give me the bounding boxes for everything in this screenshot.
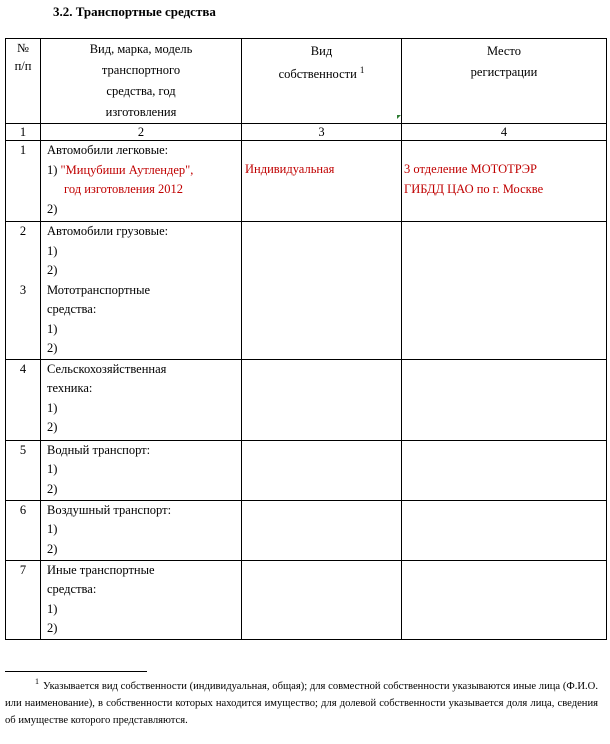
category-title: средства: bbox=[47, 302, 97, 316]
table-row bbox=[6, 141, 607, 222]
category-title: Мототранспортные bbox=[47, 282, 151, 297]
list-item: 2) bbox=[47, 341, 58, 355]
header-number bbox=[6, 39, 41, 124]
header-vehicle-type bbox=[41, 39, 242, 124]
column-numbers-row bbox=[6, 124, 607, 141]
row-number: 6 bbox=[6, 500, 41, 560]
header-vehicle-line: изготовления bbox=[105, 105, 177, 119]
column-number: 4 bbox=[402, 124, 607, 141]
column-number: 2 bbox=[41, 124, 242, 141]
category-title: Иные транспортные bbox=[47, 562, 155, 577]
header-number-line: п/п bbox=[14, 59, 32, 73]
category-title: Сельскохозяйственная bbox=[47, 361, 167, 376]
category-title: Водный транспорт: bbox=[47, 442, 151, 457]
list-item: 1) bbox=[47, 400, 58, 415]
table-header-row bbox=[6, 39, 607, 124]
footnote-number: 1 bbox=[35, 677, 39, 687]
list-item: 2) bbox=[47, 481, 58, 496]
row-number: 3 bbox=[19, 282, 27, 297]
ownership-cell bbox=[242, 440, 402, 500]
footnote-divider bbox=[5, 671, 147, 672]
vehicle-cell bbox=[41, 359, 242, 440]
category-title: Автомобили легковые: bbox=[47, 143, 169, 157]
list-item bbox=[47, 161, 241, 181]
list-item: 2) bbox=[47, 621, 58, 635]
list-item: 2) bbox=[47, 541, 58, 556]
registration-value: ГИБДД ЦАО по г. Москве bbox=[404, 181, 544, 196]
header-ownership-line: Вид bbox=[310, 44, 333, 58]
category-title: Воздушный транспорт: bbox=[47, 502, 172, 517]
registration-cell bbox=[402, 141, 607, 222]
list-item: 2) bbox=[47, 201, 58, 216]
footnote bbox=[5, 678, 598, 729]
header-vehicle-line: Вид, марка, модель bbox=[89, 42, 193, 56]
ownership-cell bbox=[242, 359, 402, 440]
header-vehicle-line: средства, год bbox=[106, 84, 176, 98]
row-number: 7 bbox=[6, 560, 41, 639]
ownership-cell bbox=[242, 500, 402, 560]
registration-cell bbox=[402, 500, 607, 560]
header-registration-line: регистрации bbox=[470, 65, 538, 79]
registration-value: 3 отделение МОТОТРЭР bbox=[404, 162, 537, 176]
table-row bbox=[6, 440, 607, 500]
registration-cell bbox=[402, 359, 607, 440]
row-number: 2 bbox=[19, 224, 27, 238]
vehicle-cell bbox=[41, 500, 242, 560]
registration-cell bbox=[402, 440, 607, 500]
header-ownership-line: собственности bbox=[278, 67, 357, 81]
section-title: 3.2. Транспортные средства bbox=[53, 4, 216, 19]
ownership-cell bbox=[242, 560, 402, 639]
list-item: 1) bbox=[47, 321, 58, 336]
header-registration-line: Место bbox=[487, 44, 521, 58]
vehicles-table bbox=[5, 38, 607, 640]
table-row bbox=[6, 500, 607, 560]
list-item: 1) bbox=[47, 462, 58, 476]
column-number: 3 bbox=[242, 124, 402, 141]
list-item: 1) bbox=[47, 601, 58, 616]
registration-cell bbox=[402, 560, 607, 639]
header-number-line: № bbox=[17, 41, 29, 55]
footnote-ref: 1 bbox=[359, 64, 365, 75]
row-number: 4 bbox=[6, 359, 41, 440]
vehicle-cell bbox=[41, 222, 242, 360]
ownership-cell bbox=[242, 141, 402, 222]
table-row bbox=[6, 560, 607, 639]
header-vehicle-line: транспортного bbox=[101, 63, 181, 77]
list-item: 1) bbox=[47, 243, 58, 258]
header-ownership bbox=[242, 39, 402, 124]
category-title: средства: bbox=[47, 582, 97, 596]
vehicle-year: год изготовления 2012 bbox=[64, 182, 184, 196]
table-row bbox=[6, 222, 607, 360]
list-item: 2) bbox=[47, 420, 58, 434]
category-title: техника: bbox=[47, 381, 93, 395]
row-number: 1 bbox=[6, 141, 41, 222]
header-registration bbox=[402, 39, 607, 124]
list-item: 1) bbox=[47, 522, 58, 536]
vehicle-cell bbox=[41, 440, 242, 500]
registration-cell bbox=[402, 222, 607, 360]
list-item: 2) bbox=[47, 263, 58, 277]
footnote-text: Указывается вид собственности (индивидуальная, общая); для совместной собственности указываются иные лица (Ф.И.О. или наименование), в собственности которых находится имущество; для долевой собственности указывается доля лица, сведения об имуществе которого представляются. bbox=[5, 681, 598, 726]
column-number: 1 bbox=[6, 124, 41, 141]
ownership-value: Индивидуальная bbox=[245, 162, 335, 176]
item-marker: 1) bbox=[47, 162, 61, 177]
vehicle-cell bbox=[41, 141, 242, 222]
row-number-cell bbox=[6, 222, 41, 360]
category-title: Автомобили грузовые: bbox=[47, 224, 169, 238]
vehicle-cell bbox=[41, 560, 242, 639]
vehicle-model: "Мицубиши Аутлендер", bbox=[60, 162, 194, 177]
row-number: 5 bbox=[6, 440, 41, 500]
ownership-cell bbox=[242, 222, 402, 360]
comment-marker-icon bbox=[397, 115, 401, 119]
table-row bbox=[6, 359, 607, 440]
